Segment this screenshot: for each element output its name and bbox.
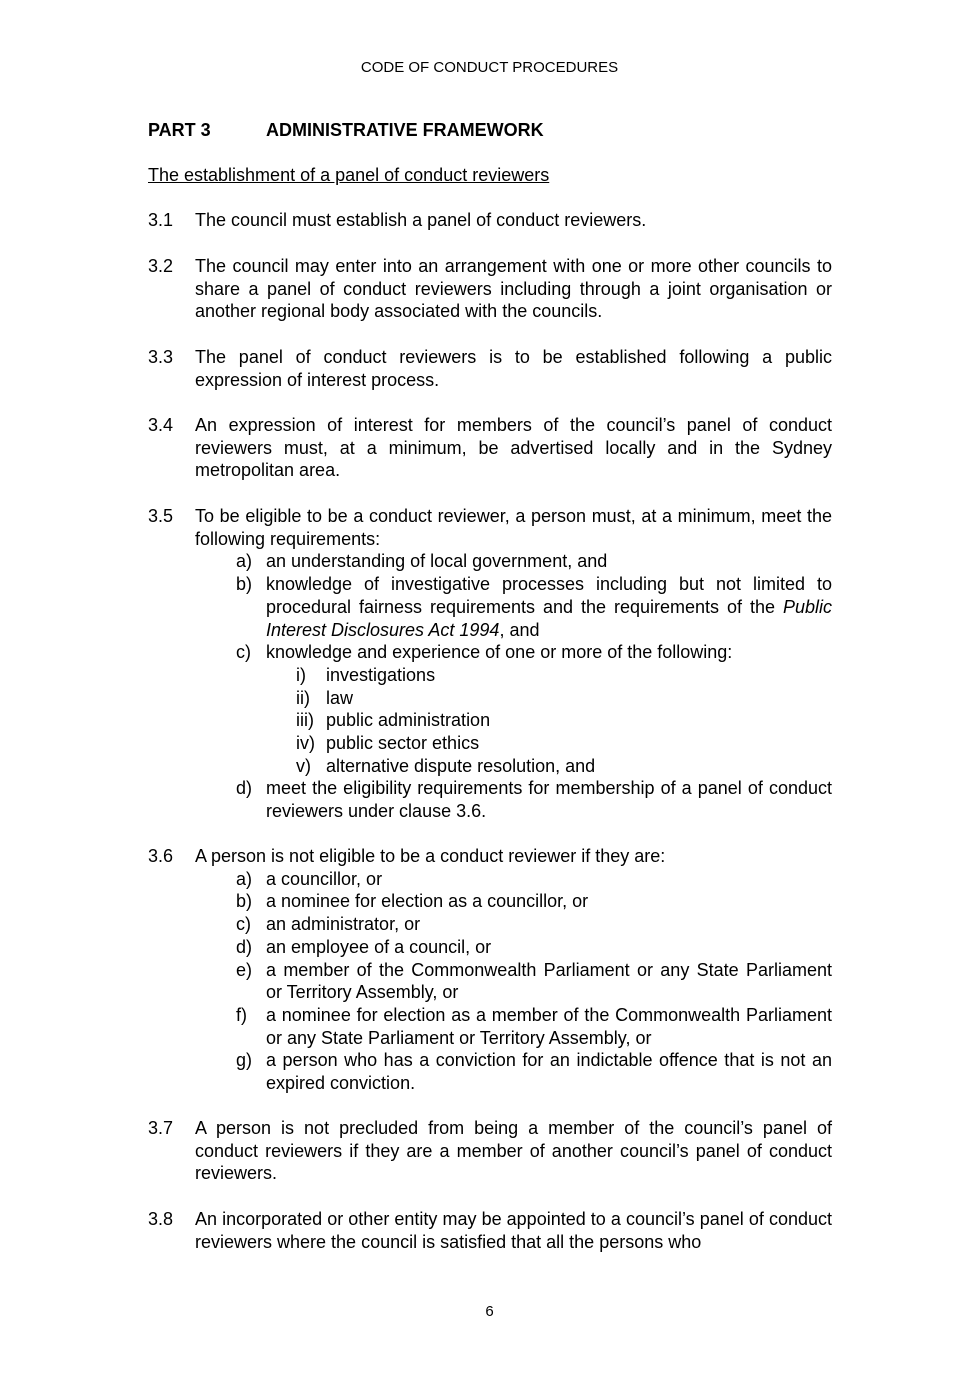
list-item <box>148 1004 832 1049</box>
sub-list-item <box>148 687 832 710</box>
sub-list-item-label: i) <box>296 664 306 685</box>
clause-text: The council may enter into an arrangement with one or more other councils to share a panel of conduct reviewers including through a joint organisation or another regional body associated with the councils. <box>195 256 832 322</box>
list-item-text: an understanding of local government, and <box>266 551 608 572</box>
clause-3-4 <box>148 414 832 482</box>
clause-3-8 <box>148 1208 832 1253</box>
sub-list-item-label: iv) <box>296 733 315 754</box>
clause-text: A person is not eligible to be a conduct reviewer if they are: <box>195 846 666 866</box>
clause-number: 3.3 <box>148 347 174 367</box>
list-item-text: a nominee for election as a councillor, or <box>266 891 589 912</box>
list-item-text: meet the eligibility requirements for membership of a panel of conduct reviewers under clause 3.6. <box>266 778 832 822</box>
section-subheading: The establishment of a panel of conduct reviewers <box>148 165 550 185</box>
sub-list-item-label: iii) <box>296 710 314 731</box>
clause-3-3 <box>148 346 832 391</box>
part-number: PART 3 <box>148 120 211 140</box>
sub-list-item-label: ii) <box>296 687 310 708</box>
clause-text: To be eligible to be a conduct reviewer, a person must, at a minimum, meet the following requirements: <box>195 506 832 549</box>
sub-list-item-text: public sector ethics <box>326 733 480 754</box>
list-item <box>148 641 832 664</box>
list-item-label: e) <box>236 959 253 980</box>
clause-number: 3.1 <box>148 210 174 230</box>
sub-list-item-label: v) <box>296 755 311 776</box>
list-item <box>148 959 832 1004</box>
clause-number: 3.4 <box>148 415 174 435</box>
clause-text: A person is not precluded from being a member of the council’s panel of conduct reviewers if they are a member of another council’s panel of conduct reviewers. <box>195 1118 832 1184</box>
clause-3-6 <box>148 845 832 1095</box>
list-item-label: f) <box>236 1004 247 1025</box>
clause-text: An incorporated or other entity may be appointed to a council’s panel of conduct reviewers where the council is satisfied that all the persons who <box>195 1209 832 1252</box>
list-item-label: g) <box>236 1050 253 1071</box>
list-item-text: a councillor, or <box>266 868 383 889</box>
clause-text: The panel of conduct reviewers is to be established following a public expression of interest process. <box>195 347 832 390</box>
list-item-text: a nominee for election as a member of the Commonwealth Parliament or any State Parliament or Territory Assembly, or <box>266 1004 832 1048</box>
list-item <box>148 550 832 573</box>
list-item <box>148 868 832 891</box>
clause-number: 3.6 <box>148 846 174 866</box>
list-item-label: d) <box>236 778 253 799</box>
clause-3-1 <box>148 209 832 232</box>
sub-list-item-text: law <box>326 687 354 708</box>
list-item-text: a person who has a conviction for an indictable offence that is not an expired conviction. <box>266 1050 832 1094</box>
clause-3-2 <box>148 255 832 323</box>
page-number: 6 <box>485 1303 494 1320</box>
clause-number: 3.2 <box>148 256 174 276</box>
list-item <box>148 573 832 641</box>
clause-number: 3.7 <box>148 1118 174 1138</box>
part-title: ADMINISTRATIVE FRAMEWORK <box>266 120 544 140</box>
list-item <box>148 890 832 913</box>
list-item-text: knowledge of investigative processes including but not limited to procedural fairness requirements and the requirements of the <box>266 574 832 617</box>
list-item <box>148 936 832 959</box>
list-item-label: b) <box>236 574 253 595</box>
clause-3-5 <box>148 505 832 823</box>
act-title: Public Interest Disclosures Act 1994 <box>266 596 832 640</box>
running-header: CODE OF CONDUCT PROCEDURES <box>360 59 619 76</box>
list-item-label: d) <box>236 936 253 957</box>
list-item-text: an administrator, or <box>266 914 421 935</box>
list-item <box>148 777 832 822</box>
list-item-text: an employee of a council, or <box>266 936 492 957</box>
list-item-label: b) <box>236 891 253 912</box>
sub-list-item <box>148 732 832 755</box>
list-item-label: c) <box>236 914 251 935</box>
sub-list-item-text: alternative dispute resolution, and <box>326 755 596 776</box>
list-item-label: a) <box>236 868 253 889</box>
clause-number: 3.5 <box>148 506 174 526</box>
clause-text: An expression of interest for members of the council’s panel of conduct reviewers must, at a minimum, be advertised locally and in the Sydney metropolitan area. <box>195 415 832 481</box>
clause-text: The council must establish a panel of conduct reviewers. <box>195 210 647 230</box>
sub-list-item-text: public administration <box>326 710 491 731</box>
clause-number: 3.8 <box>148 1209 174 1229</box>
sub-list-item <box>148 709 832 732</box>
list-item-text-end: , and <box>499 619 540 640</box>
sub-list-item-text: investigations <box>326 664 436 685</box>
list-item <box>148 913 832 936</box>
part-heading <box>148 119 544 142</box>
list-item <box>148 1049 832 1094</box>
list-item-label: a) <box>236 551 253 572</box>
list-item-text: knowledge and experience of one or more of the following: <box>266 642 733 663</box>
sub-list-item <box>148 755 832 778</box>
sub-list-item <box>148 664 832 687</box>
list-item-label: c) <box>236 642 251 663</box>
list-item-text: a member of the Commonwealth Parliament or any State Parliament or Territory Assembly, or <box>266 959 832 1003</box>
clause-3-7 <box>148 1117 832 1185</box>
